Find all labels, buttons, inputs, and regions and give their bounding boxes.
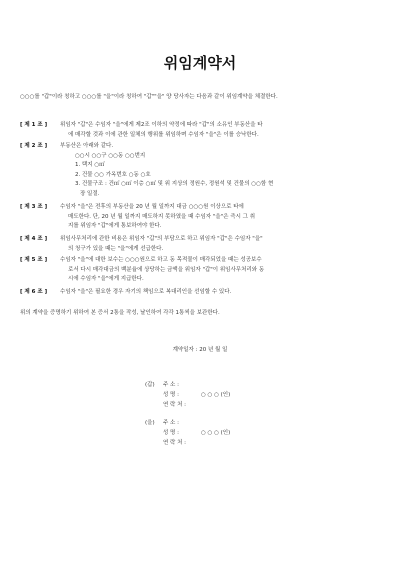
- contact-label: 연 락 처 :: [163, 440, 187, 446]
- article-sub-line: 3. 건물구조 : 건㎡ ○㎡ 이층 ○㎡ 및 위 지상의 정원수, 정원석 및 건물의 ○○함 현: [75, 181, 274, 187]
- article-label: [ 제 4 조 ]: [20, 236, 48, 242]
- article-line: 수임자 "을"은 전후의 부동산을 20 년 월 일까지 대금 ○○○원 이상으로 타에: [60, 204, 244, 210]
- contact-label: 연 락 처 :: [163, 402, 187, 408]
- party-gap: [145, 380, 230, 410]
- article-5: [20, 256, 382, 285]
- article-line: 로서 다시 매각대금의 백분율에 상당하는 금액을 위임자 "갑"이 위임사무처리와 동: [68, 266, 265, 273]
- article-line: 의 청구가 있을 때는 "을"에게 선급한다.: [68, 245, 164, 252]
- contract-date-text: 계약일자 : 20 년 월 일: [172, 347, 228, 353]
- article-4: [20, 235, 382, 254]
- article-label: [ 제 2 조 ]: [20, 143, 48, 149]
- conclusion-paragraph: 위의 계약을 증명하기 위하여 본 증서 2통을 작성, 날인하여 각각 1통씩을 보관한다.: [20, 310, 220, 316]
- article-label: [ 제 5 조 ]: [20, 257, 48, 263]
- article-line: 위임사무처리에 관한 비용은 위임자 "갑"의 부담으로 하고 위임자 "갑"은 수임자 "을": [60, 236, 263, 242]
- party-eul: [145, 418, 230, 448]
- article-line: 부동산은 아래와 같다.: [60, 143, 114, 149]
- intro-paragraph: ○○○를 "갑"이라 칭하고 ○○○를 "을"이라 칭하여 "갑""을" 양 당사자는 다음과 같이 위임계약을 체결한다.: [20, 94, 278, 100]
- article-label: [ 제 6 조 ]: [20, 289, 48, 295]
- article-line: 매도한다. 단, 20 년 월 일까지 매도하지 못하였을 때 수임자 "을"은 즉시 그 취: [68, 213, 256, 220]
- article-2: [20, 142, 382, 199]
- name-label: 성 명 :: [163, 430, 179, 436]
- article-line: 위임자 "갑"은 수임자 "을"에게 제2조 이하의 약정에 따라 "갑"의 소유인 부동산을 타: [60, 122, 263, 128]
- article-line: 에 매각할 것과 이에 관한 일체의 행위를 위임하며 수임자 "을"은 이를 승낙한다.: [68, 131, 259, 138]
- article-sub-line: 2. 건물 ○○ 가옥번호 ○동 ○호: [75, 171, 151, 178]
- party-tag: (을): [145, 420, 155, 426]
- article-line: 시에 수임자 "을"에게 지급한다.: [68, 276, 144, 282]
- article-label: [ 제 1 조 ]: [20, 122, 48, 128]
- article-sub-line: ○○시 ○○구 ○○동 ○○번지: [75, 152, 146, 159]
- article-6: [20, 288, 382, 298]
- contract-date: [0, 345, 400, 353]
- name-value: ○ ○ ○ (인): [201, 392, 231, 398]
- document-title: 위임계약서: [163, 54, 237, 72]
- article-line: 수임자 "을"은 필요한 경우 자기의 책임으로 복대리인을 선임할 수 있다.: [60, 289, 232, 295]
- article-1: [20, 121, 382, 140]
- name-label: 성 명 :: [163, 392, 179, 398]
- article-3: [20, 203, 382, 232]
- article-line: 지를 위임자 "갑"에게 통보하여야 한다.: [68, 223, 162, 229]
- address-label: 주 소 :: [163, 382, 179, 388]
- article-label: [ 제 3 조 ]: [20, 204, 48, 210]
- address-label: 주 소 :: [163, 420, 179, 426]
- name-value: ○ ○ ○ (인): [201, 430, 231, 436]
- article-sub-line: 장 일절.: [80, 190, 100, 197]
- article-sub-line: 1. 택지 ○㎡: [75, 162, 105, 168]
- article-line: 수임자 "을"에 대한 보수는 ○○○원으로 하고 동 목적물이 매각되었을 때는 성공보수: [60, 257, 262, 263]
- party-tag: (갑): [145, 382, 155, 388]
